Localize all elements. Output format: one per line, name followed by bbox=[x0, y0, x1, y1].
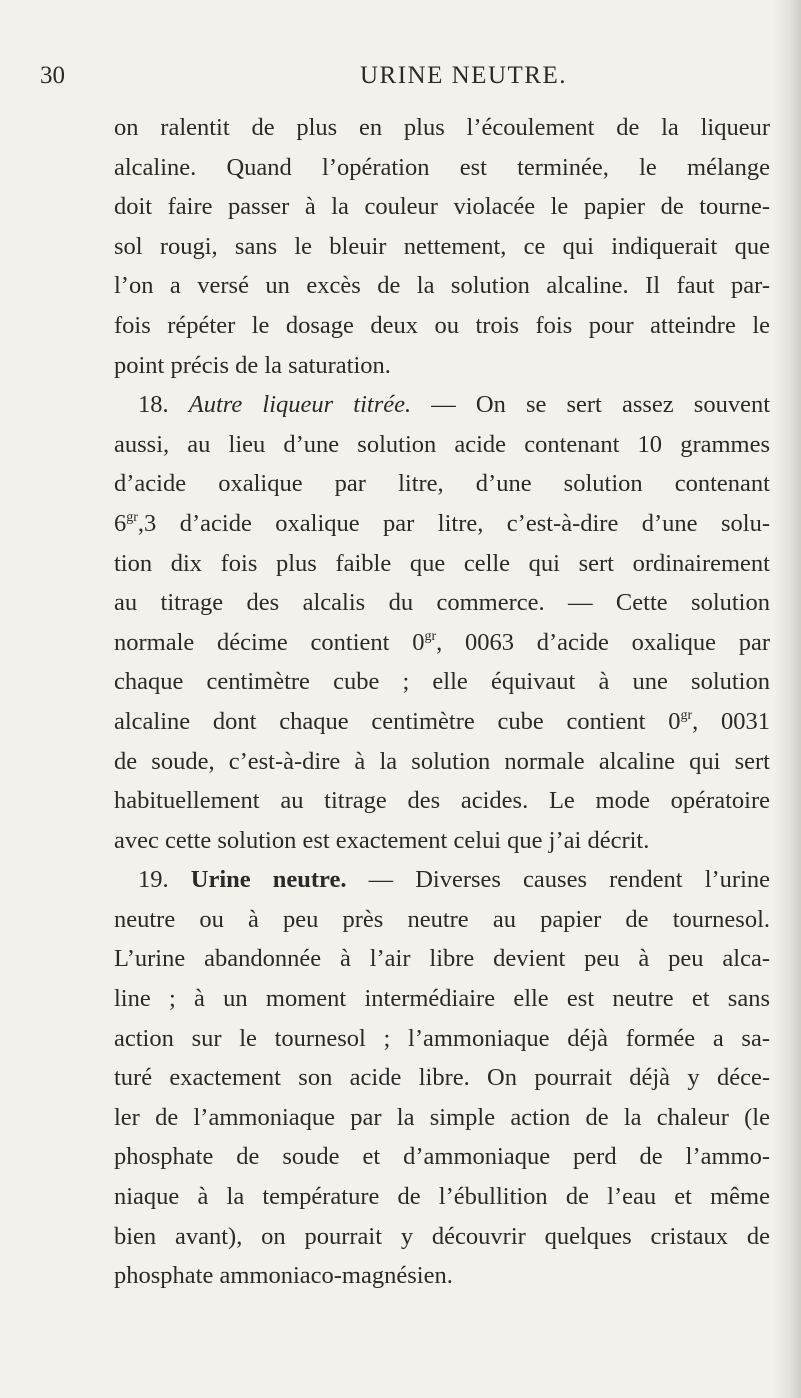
section-heading: Urine neutre. bbox=[190, 866, 347, 894]
section-lead-text: — Diverses causes rendent l’urine bbox=[346, 866, 770, 894]
running-title: URINE NEUTRE. bbox=[360, 62, 567, 89]
text-line: turé exactement son acide libre. On pourrait déjà y déce- bbox=[114, 1064, 770, 1092]
section-18-heading-line bbox=[114, 385, 770, 425]
text-segment: normale décime contient 0 bbox=[114, 628, 425, 656]
page-edge-shadow bbox=[773, 0, 801, 1398]
text-line: L’urine abandonnée à l’air libre devient peu à peu alca- bbox=[114, 945, 770, 973]
text-line: alcaline. Quand l’opération est terminée, le mélange bbox=[114, 153, 770, 181]
text-line: bien avant), on pourrait y découvrir quelques cristaux de bbox=[114, 1222, 770, 1250]
text-line: d’acide oxalique par litre, d’une solution contenant bbox=[114, 470, 770, 498]
text-line: au titrage des alcalis du commerce. — Cette solution bbox=[114, 589, 770, 617]
text-line: niaque à la température de l’ébullition de l’eau et même bbox=[114, 1183, 770, 1211]
text-line: phosphate de soude et d’ammoniaque perd de l’ammo- bbox=[114, 1143, 770, 1171]
text-line: habituellement au titrage des acides. Le mode opératoire bbox=[114, 787, 770, 815]
text-line: doit faire passer à la couleur violacée le papier de tourne- bbox=[114, 193, 770, 221]
text-line: l’on a versé un excès de la solution alcaline. Il faut par- bbox=[114, 272, 770, 300]
section-heading: Autre liqueur titrée. bbox=[188, 391, 412, 419]
text-line: aussi, au lieu d’une solution acide contenant 10 grammes bbox=[114, 430, 770, 458]
superscript-gr: gr bbox=[126, 509, 138, 525]
text-line: ler de l’ammoniaque par la simple action de la chaleur (le bbox=[114, 1103, 770, 1131]
text-line: on ralentit de plus en plus l’écoulement de la liqueur bbox=[114, 114, 770, 141]
text-line: neutre ou à peu près neutre au papier de tournesol. bbox=[114, 905, 770, 933]
superscript-gr: gr bbox=[424, 628, 437, 644]
text-segment: ,3 d’acide oxalique par litre, c’est-à-dire d’une solu- bbox=[137, 509, 770, 537]
text-line bbox=[114, 702, 770, 742]
paragraph-19 bbox=[114, 860, 770, 1296]
paragraph-18 bbox=[114, 385, 770, 860]
superscript-gr: gr bbox=[680, 707, 693, 723]
section-lead-text: — On se sert assez souvent bbox=[411, 391, 770, 419]
text-segment: 6 bbox=[114, 509, 127, 537]
text-segment: alcaline dont chaque centimètre cube contient 0 bbox=[114, 707, 681, 735]
text-line bbox=[114, 504, 770, 544]
running-head bbox=[0, 56, 801, 96]
text-line: point précis de la saturation. bbox=[114, 351, 391, 379]
text-line: phosphate ammoniaco-magnésien. bbox=[114, 1262, 453, 1290]
paragraph-1 bbox=[114, 108, 770, 385]
section-number: 19. bbox=[138, 866, 169, 894]
text-line: avec cette solution est exactement celui que j’ai décrit. bbox=[114, 826, 650, 854]
text-line bbox=[114, 623, 770, 663]
section-number: 18. bbox=[138, 391, 169, 419]
text-line: line ; à un moment intermédiaire elle est neutre et sans bbox=[114, 985, 770, 1013]
page-number: 30 bbox=[40, 62, 65, 89]
text-segment: , 0063 d’acide oxalique par bbox=[436, 628, 770, 656]
body-text bbox=[114, 108, 770, 1296]
section-19-heading-line bbox=[114, 860, 770, 900]
text-segment: , 0031 bbox=[692, 707, 770, 735]
text-line: tion dix fois plus faible que celle qui sert ordinairement bbox=[114, 549, 770, 577]
text-line: action sur le tournesol ; l’ammoniaque déjà formée a sa- bbox=[114, 1024, 770, 1052]
text-line: chaque centimètre cube ; elle équivaut à une solution bbox=[114, 668, 770, 696]
text-line: sol rougi, sans le bleuir nettement, ce qui indiquerait que bbox=[114, 232, 770, 260]
text-line: de soude, c’est-à-dire à la solution normale alcaline qui sert bbox=[114, 747, 770, 775]
text-line: fois répéter le dosage deux ou trois fois pour atteindre le bbox=[114, 311, 770, 339]
